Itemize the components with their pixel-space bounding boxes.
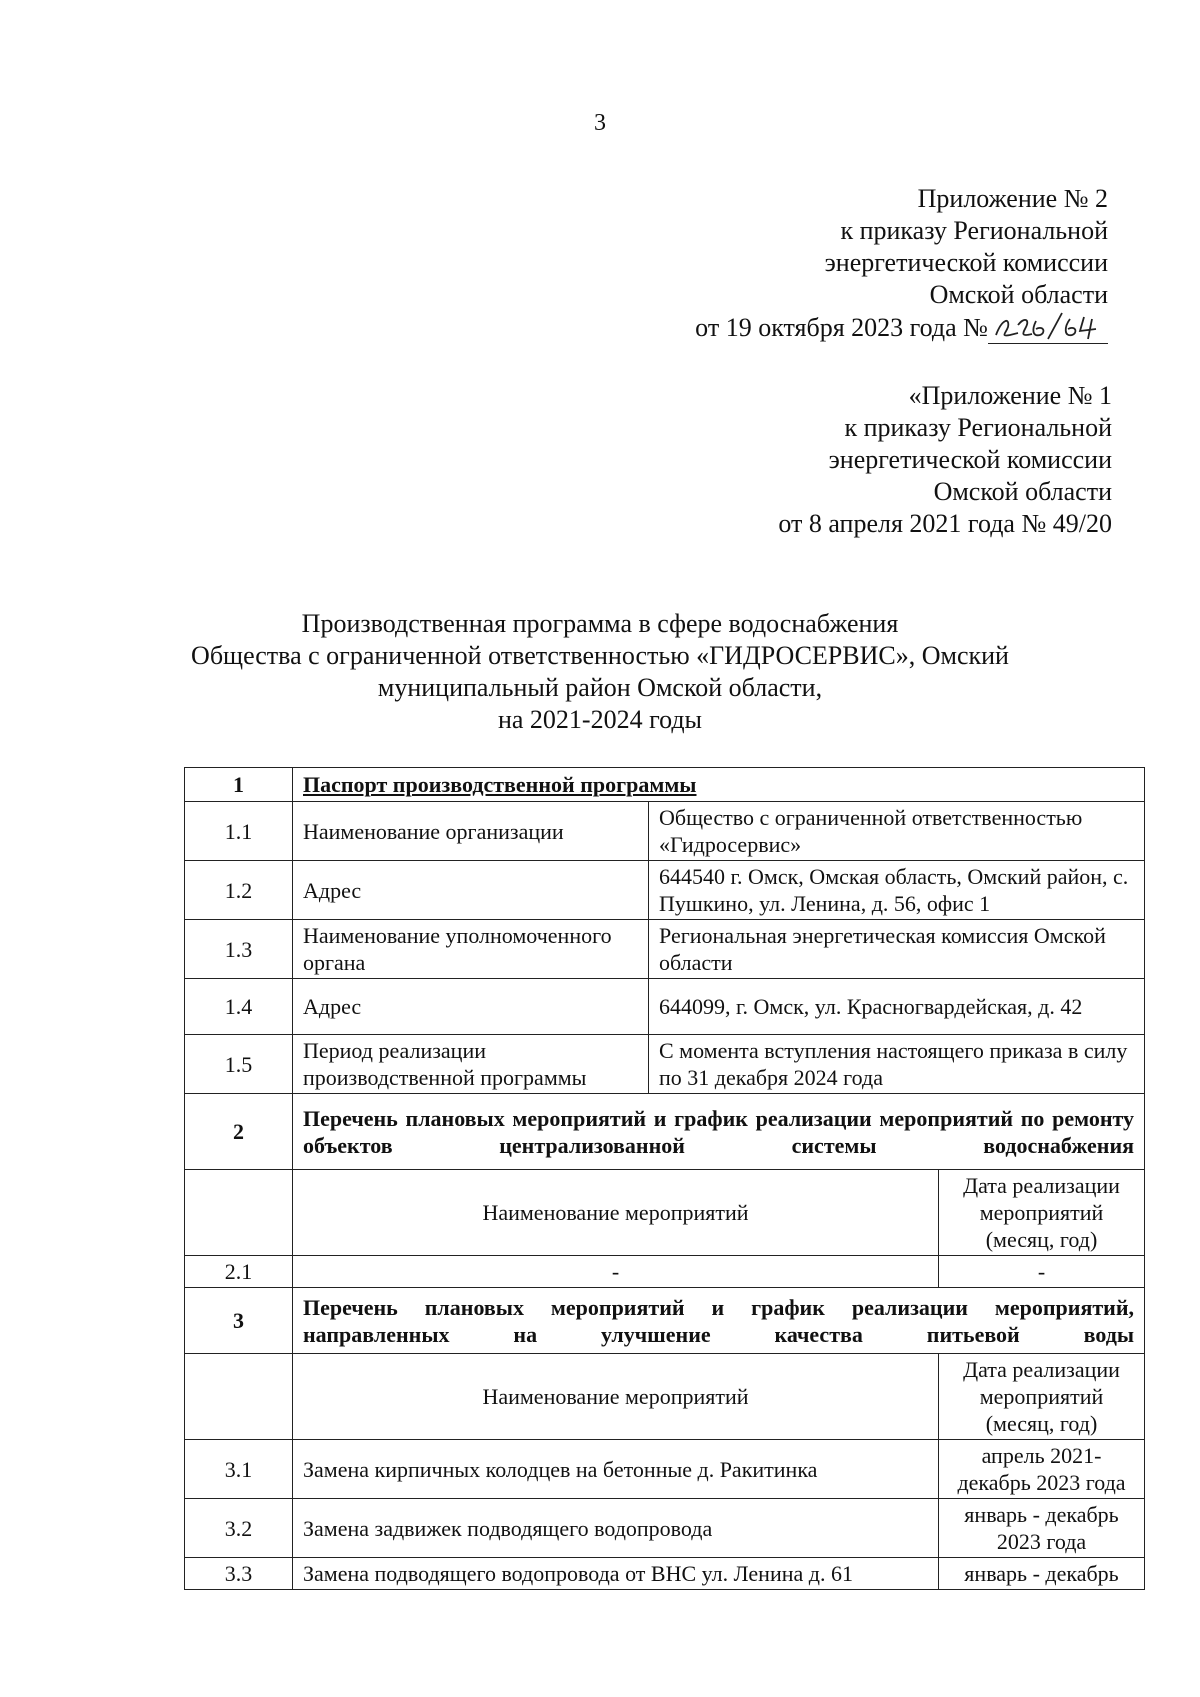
row-number: 3.3 [185, 1558, 293, 1590]
appendix-2-line4: Омской области [929, 280, 1108, 309]
table-row [185, 1035, 1145, 1094]
row-value: Региональная энергетическая комиссия Омской области [649, 920, 1145, 979]
column-header-date: Дата реализации мероприятий (месяц, год) [939, 1170, 1145, 1256]
order-date-prefix: от 19 октября 2023 года № [695, 313, 988, 342]
appendix-2-line5 [695, 311, 1108, 344]
row-label: Период реализации производственной программы [293, 1035, 649, 1094]
title-line2: Общества с ограниченной ответственностью «ГИДРОСЕРВИС», Омский [191, 641, 1009, 670]
row-label: Адрес [293, 861, 649, 920]
table-row [185, 1440, 1145, 1499]
section-2-header-row [185, 1094, 1145, 1170]
row-date: - [939, 1256, 1145, 1288]
row-number: 1.5 [185, 1035, 293, 1094]
row-value: 644099, г. Омск, ул. Красногвардейская, д. 42 [649, 979, 1145, 1035]
appendix-1-line2: к приказу Региональной [844, 413, 1112, 442]
row-number: 3.1 [185, 1440, 293, 1499]
section-2-column-header-row [185, 1170, 1145, 1256]
section-1-heading: Паспорт производственной программы [293, 768, 1145, 802]
table-row [185, 1256, 1145, 1288]
title-line4: на 2021-2024 годы [497, 705, 703, 734]
appendix-2-line3: энергетической комиссии [824, 248, 1108, 277]
section-3-header-row [185, 1288, 1145, 1354]
row-value: 644540 г. Омск, Омская область, Омский район, с. Пушкино, ул. Ленина, д. 56, офис 1 [649, 861, 1145, 920]
column-header-name: Наименование мероприятий [293, 1170, 939, 1256]
row-label: Адрес [293, 979, 649, 1035]
row-label: Наименование уполномоченного органа [293, 920, 649, 979]
document-title [0, 608, 1200, 736]
row-number: 3.2 [185, 1499, 293, 1558]
section-2-number: 2 [185, 1094, 293, 1170]
appendix-1-header [778, 380, 1112, 540]
column-header-date: Дата реализации мероприятий (месяц, год) [939, 1354, 1145, 1440]
row-name: Замена задвижек подводящего водопровода [293, 1499, 939, 1558]
handwritten-order-number [988, 311, 1108, 344]
row-number: 1.2 [185, 861, 293, 920]
row-number: 1.3 [185, 920, 293, 979]
table-row [185, 979, 1145, 1035]
production-program-table [184, 767, 1145, 1590]
section-3-column-header-row [185, 1354, 1145, 1440]
row-name: Замена подводящего водопровода от ВНС ул. Ленина д. 61 [293, 1558, 939, 1590]
table-row [185, 1558, 1145, 1590]
empty-cell [185, 1170, 293, 1256]
row-number: 1.4 [185, 979, 293, 1035]
title-line3: муниципальный район Омской области, [377, 673, 823, 702]
section-3-heading: Перечень плановых мероприятий и график реализации мероприятий, направленных на улучшение качества питьевой воды [293, 1288, 1145, 1354]
empty-cell [185, 1354, 293, 1440]
appendix-1-line5: от 8 апреля 2021 года № 49/20 [778, 509, 1112, 538]
appendix-2-line2: к приказу Региональной [840, 216, 1108, 245]
table-row [185, 920, 1145, 979]
row-number: 1.1 [185, 802, 293, 861]
appendix-2-line1: Приложение № 2 [917, 184, 1108, 213]
appendix-1-line1: «Приложение № 1 [908, 381, 1112, 410]
row-value: Общество с ограниченной ответственностью «Гидросервис» [649, 802, 1145, 861]
row-name: - [293, 1256, 939, 1288]
table-row [185, 802, 1145, 861]
section-3-number: 3 [185, 1288, 293, 1354]
section-2-heading: Перечень плановых мероприятий и график реализации мероприятий по ремонту объектов централизованной системы водоснабжения [293, 1094, 1145, 1170]
section-1-header-row [185, 768, 1145, 802]
title-line1: Производственная программа в сфере водоснабжения [301, 609, 899, 638]
page-number: 3 [594, 110, 606, 136]
row-value: С момента вступления настоящего приказа в силу по 31 декабря 2024 года [649, 1035, 1145, 1094]
appendix-2-header [695, 183, 1108, 344]
appendix-1-line3: энергетической комиссии [828, 445, 1112, 474]
appendix-1-line4: Омской области [933, 477, 1112, 506]
table-row [185, 861, 1145, 920]
row-number: 2.1 [185, 1256, 293, 1288]
row-date: январь - декабрь 2023 года [939, 1499, 1145, 1558]
row-date: апрель 2021-декабрь 2023 года [939, 1440, 1145, 1499]
row-label: Наименование организации [293, 802, 649, 861]
section-1-number: 1 [185, 768, 293, 802]
column-header-name: Наименование мероприятий [293, 1354, 939, 1440]
handwriting-signature-icon [992, 311, 1108, 341]
row-name: Замена кирпичных колодцев на бетонные д. Ракитинка [293, 1440, 939, 1499]
row-date: январь - декабрь [939, 1558, 1145, 1590]
table-row [185, 1499, 1145, 1558]
